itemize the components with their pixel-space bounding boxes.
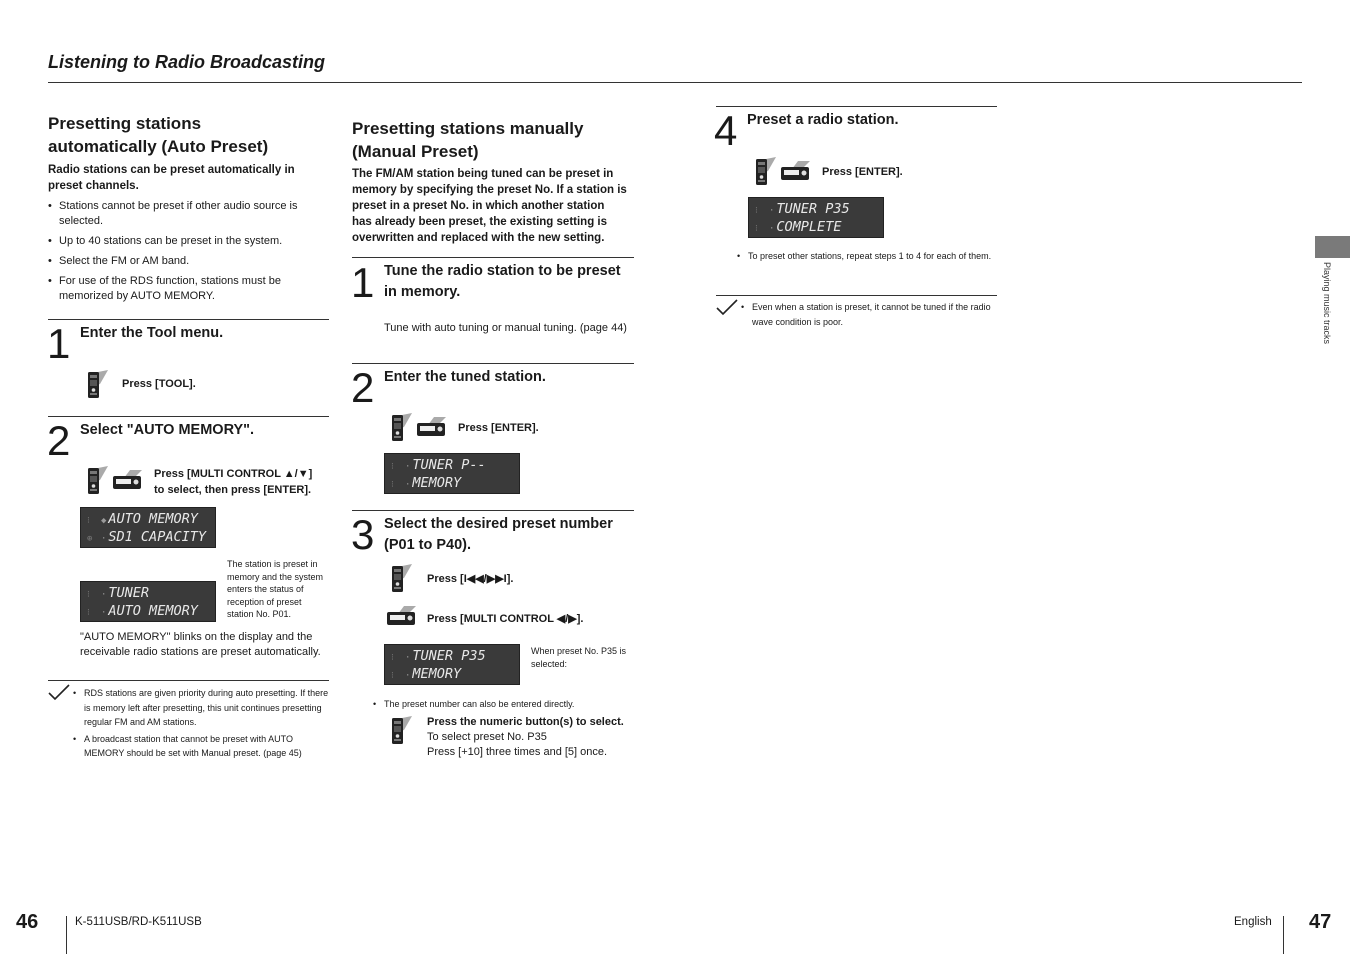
auto-preset-lead: Radio stations can be preset automatically in preset channels.	[48, 164, 295, 192]
footer-divider	[1283, 916, 1284, 954]
note-list	[741, 300, 993, 331]
display-indicator-icon: ⁝	[87, 608, 90, 618]
lcd-display: ⁝ · TUNER P35 ⁝ · MEMORY	[384, 644, 520, 685]
display-indicator-icon: ⁝	[755, 224, 758, 234]
input-icon: ⊕	[87, 534, 93, 544]
remote-control-icon	[82, 370, 108, 400]
lcd-display: ⁝ · TUNER P35 ⁝ · COMPLETE	[748, 197, 884, 238]
press-instruction: Press [ENTER].	[822, 166, 903, 178]
lcd-display: ⁝ ◆ AUTO MEMORY ⊕ · SD1 CAPACITY	[80, 507, 216, 548]
step-number: 2	[47, 417, 71, 464]
press-instruction: Press [TOOL].	[122, 378, 196, 390]
checkmark-icon	[48, 684, 70, 702]
step-divider	[48, 416, 329, 417]
lcd-note: The station is preset in memory and the system enters the status of reception of preset station No. P01.	[227, 559, 324, 619]
step-bullets	[737, 249, 995, 266]
step-divider	[352, 363, 634, 364]
manual-preset-lead: The FM/AM station being tuned can be preset in memory by specifying the preset No. If a station is preset in a preset No. in which another station has already been preset, the existing setting is overwritten and replaced with the new setting.	[352, 168, 627, 244]
step-number: 2	[351, 364, 375, 411]
remote-control-icon	[386, 716, 412, 746]
section-title: Listening to Radio Broadcasting	[48, 52, 326, 72]
remote-control-icon	[386, 413, 412, 443]
display-indicator-icon: ⁝	[391, 671, 394, 681]
note-divider	[48, 680, 329, 681]
step-number: 3	[351, 511, 375, 558]
manual-preset-heading: Presetting stations manually (Manual Preset)	[352, 119, 584, 161]
main-unit-icon	[416, 417, 446, 439]
down-arrow-icon: ▼	[297, 468, 309, 480]
numeric-example-line: To select preset No. P35	[427, 731, 547, 743]
header-rule	[48, 82, 1302, 83]
press-instruction: Press [MULTI CONTROL ◀/▶].	[427, 613, 584, 625]
model-number: K-511USB/RD-K511USB	[75, 916, 202, 928]
left-page-number: 46	[16, 911, 39, 933]
note-list	[73, 686, 331, 763]
list-item: • Even when a station is preset, it cannot be tuned if the radio wave condition is poor.	[741, 300, 993, 329]
step-description: "AUTO MEMORY" blinks on the display and the receivable radio stations are preset automatically.	[80, 631, 321, 658]
list-item: • To preset other stations, repeat steps 1 to 4 for each of them.	[737, 249, 995, 264]
step-title: Preset a radio station.	[747, 112, 899, 128]
step-title: Enter the tuned station.	[384, 369, 546, 385]
step-description: Tune with auto tuning or manual tuning. (page 44)	[384, 322, 627, 334]
press-instruction: Press [MULTI CONTROL ▲/▼] to select, then press [ENTER].	[154, 468, 313, 496]
step-title: Select "AUTO MEMORY".	[80, 422, 255, 438]
language-label: English	[1234, 916, 1272, 928]
display-indicator-icon: ⁝	[87, 590, 90, 600]
remote-control-icon	[386, 564, 412, 594]
remote-control-icon	[750, 157, 776, 187]
main-unit-icon	[780, 161, 810, 183]
display-indicator-icon: ⁝	[87, 516, 90, 526]
display-indicator-icon: ⁝	[391, 480, 394, 490]
lcd-display: ⁝ · TUNER P-- ⁝ · MEMORY	[384, 453, 520, 494]
main-unit-icon	[386, 606, 416, 628]
press-instruction: Press [I◀◀/▶▶I].	[427, 573, 514, 585]
auto-preset-bullets	[48, 199, 310, 309]
display-indicator-icon: ⁝	[391, 462, 394, 472]
step-bullets	[373, 697, 633, 714]
step-number: 4	[714, 107, 738, 154]
list-item: • Select the FM or AM band.	[48, 254, 310, 269]
step-number: 1	[47, 320, 71, 367]
up-arrow-icon: ▲	[283, 468, 295, 480]
list-item: • A broadcast station that cannot be preset with AUTO MEMORY should be set with Manual preset. (page 45)	[73, 732, 331, 761]
side-tab-marker	[1315, 236, 1350, 258]
checkmark-icon	[716, 299, 738, 317]
cursor-icon: ◆	[101, 516, 107, 526]
lcd-note: When preset No. P35 is selected:	[531, 646, 627, 669]
left-right-arrow-icon: ◀/▶	[556, 613, 577, 625]
numeric-example-line: Press [+10] three times and [5] once.	[427, 746, 608, 758]
footer-divider	[66, 916, 67, 954]
list-item: • Stations cannot be preset if other audio source is selected.	[48, 199, 310, 229]
main-unit-icon	[112, 470, 142, 492]
step-title: Select the desired preset number (P01 to P40).	[384, 516, 613, 553]
numeric-instruction: Press the numeric button(s) to select.	[427, 716, 624, 728]
skip-prev-next-icon: I◀◀/▶▶I	[463, 573, 507, 585]
note-divider	[716, 295, 997, 296]
step-title: Tune the radio station to be preset in memory.	[384, 263, 621, 300]
auto-preset-heading: Presetting stations automatically (Auto Preset)	[48, 114, 269, 156]
press-instruction: Press [ENTER].	[458, 422, 539, 434]
list-item: • Up to 40 stations can be preset in the system.	[48, 234, 310, 249]
list-item: • The preset number can also be entered directly.	[373, 697, 633, 712]
list-item: • For use of the RDS function, stations must be memorized by AUTO MEMORY.	[48, 274, 310, 304]
right-page-number: 47	[1309, 911, 1332, 933]
display-indicator-icon: ⁝	[391, 653, 394, 663]
list-item: • RDS stations are given priority during auto presetting. If there is memory left after presetting, this unit continues presetting regular FM and AM stations.	[73, 686, 331, 730]
lcd-display: ⁝ · TUNER ⁝ · AUTO MEMORY	[80, 581, 216, 622]
step-divider	[352, 510, 634, 511]
remote-control-icon	[82, 466, 108, 496]
step-number: 1	[351, 259, 375, 306]
display-indicator-icon: ⁝	[755, 206, 758, 216]
step-divider	[716, 106, 997, 107]
step-divider	[48, 319, 329, 320]
step-title: Enter the Tool menu.	[80, 325, 224, 341]
side-tab-label: Playing music tracks	[1322, 262, 1332, 345]
step-divider	[352, 257, 634, 258]
